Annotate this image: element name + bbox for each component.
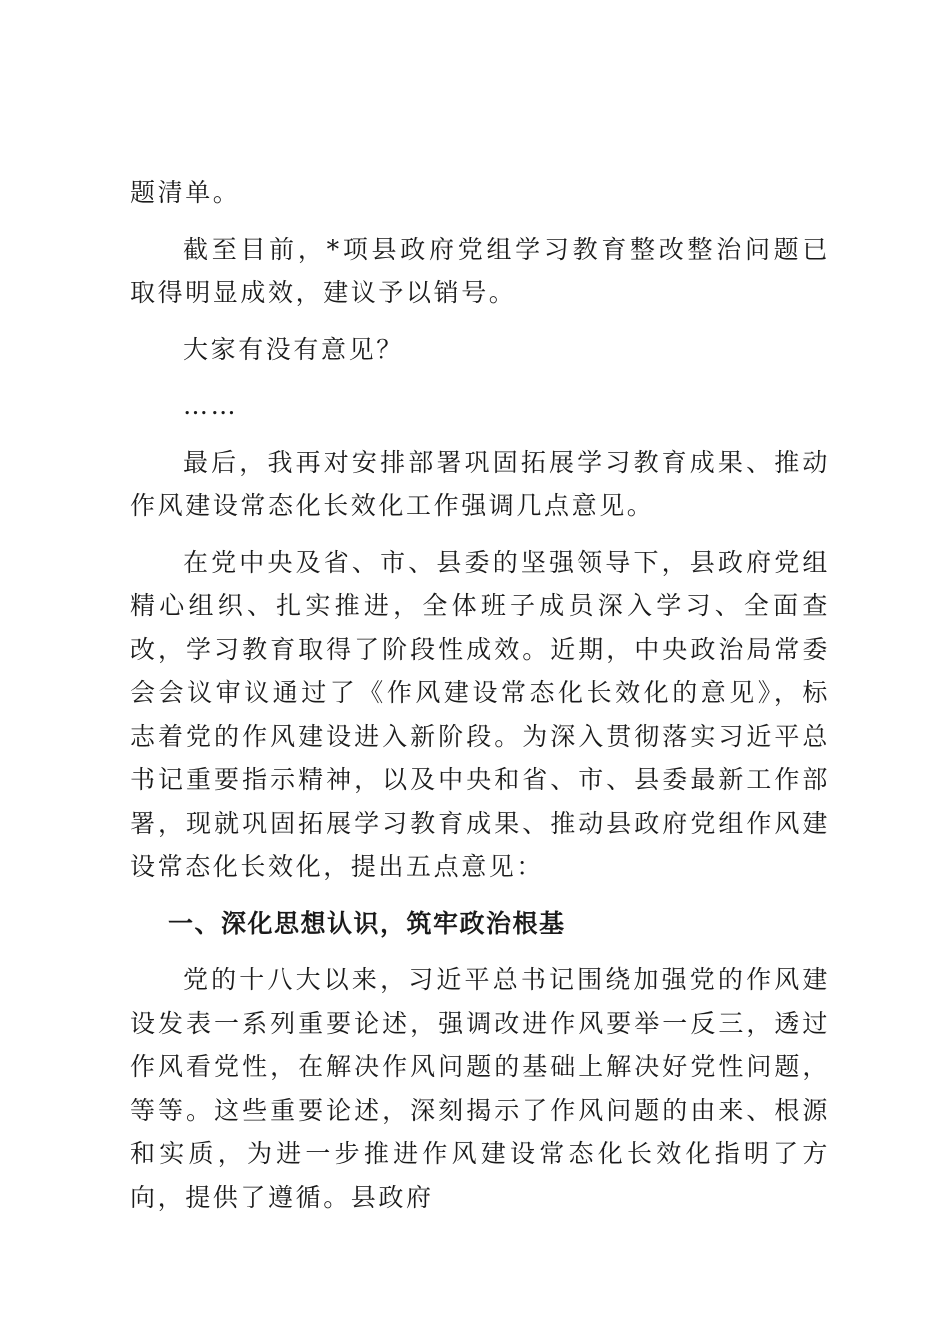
paragraph-continuation: 题清单。 bbox=[130, 178, 241, 207]
paragraph-context: 在党中央及省、市、县委的坚强领导下，县政府党组精心组织、扎实推进，全体班子成员深入学习、全面查改，学习教育取得了阶段性成效。近期，中央政治局常委会会议审议通过了《作风建设常态化长效化的意见》，标志着党的作风建设进入新阶段。为深入贯彻落实习近平总书记重要指示精神，以及中央和省、市、县委最新工作部署，现就巩固拓展学习教育成果、推动县政府党组作风建设常态化长效化，提出五点意见： bbox=[130, 547, 830, 881]
paragraph-closing-intro: 最后，我再对安排部署巩固拓展学习教育成果、推动作风建设常态化长效化工作强调几点意见。 bbox=[130, 447, 830, 520]
paragraph-question: 大家有没有意见？ bbox=[183, 334, 404, 364]
paragraph-section-body: 党的十八大以来，习近平总书记围绕加强党的作风建设发表一系列重要论述，强调改进作风要举一反三，透过作风看党性，在解决作风问题的基础上解决好党性问题，等等。这些重要论述，深刻揭示了作风问题的由来、根源和实质，为进一步推进作风建设常态化长效化指明了方向，提供了遵循。县政府 bbox=[130, 965, 830, 1212]
paragraph-progress: 截至目前，*项县政府党组学习教育整改整治问题已取得明显成效，建议予以销号。 bbox=[130, 234, 830, 307]
section-heading: 一、深化思想认识，筑牢政治根基 bbox=[168, 908, 566, 938]
document-body bbox=[130, 171, 830, 1219]
paragraph-ellipsis: …… bbox=[183, 391, 239, 420]
